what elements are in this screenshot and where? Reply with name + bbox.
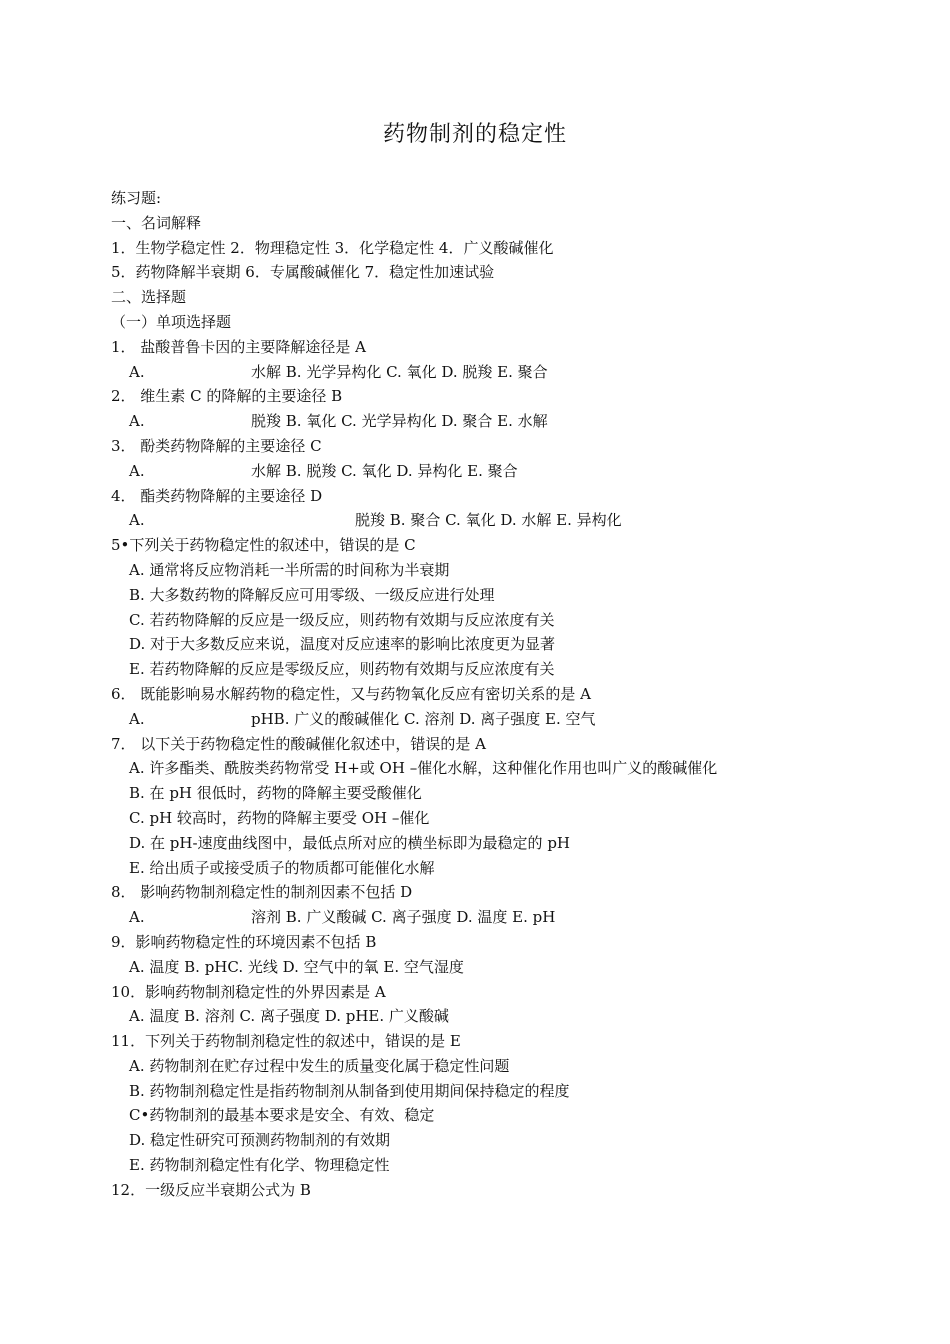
answer-option: A. 通常将反应物消耗一半所需的时间称为半衰期 (129, 560, 450, 579)
answer-option: D. 在 pH-速度曲线图中，最低点所对应的横坐标即为最稳定的 pH (129, 833, 571, 852)
question: 7． 以下关于药物稳定性的酸碱催化叙述中，错误的是 A (111, 734, 486, 753)
answer-option: C. pH 较高时，药物的降解主要受 OH –催化 (129, 808, 430, 827)
answer-option: B. 大多数药物的降解反应可用零级、一级反应进行处理 (129, 585, 495, 604)
question: 2． 维生素 C 的降解的主要途径 B (111, 387, 343, 406)
answer-option: A. 许多酯类、酰胺类药物常受 H+或 OH –催化水解，这种催化作用也叫广义的酸碱催化 (129, 759, 718, 778)
question: 6． 既能影响易水解药物的稳定性，又与药物氧化反应有密切关系的是 A (111, 684, 591, 703)
answer-options (111, 905, 811, 930)
question: 4． 酯类药物降解的主要途径 D (111, 486, 323, 505)
answer-option: C. 若药物降解的反应是一级反应，则药物有效期与反应浓度有关 (129, 610, 555, 629)
question: 3． 酚类药物降解的主要途径 C (111, 436, 322, 455)
term-list: 1．生物学稳定性 2．物理稳定性 3．化学稳定性 4．广义酸碱催化 (111, 238, 554, 257)
answer-option: D. 稳定性研究可预测药物制剂的有效期 (129, 1131, 391, 1150)
section-heading: 练习题: (111, 189, 162, 207)
option-label: A. (129, 461, 145, 480)
answer-option: A. 温度 B. 溶剂 C. 离子强度 D. pHE. 广义酸碱 (129, 1007, 449, 1026)
answer-option: A. 药物制剂在贮存过程中发生的质量变化属于稳定性问题 (129, 1056, 510, 1075)
question: 12．一级反应半衰期公式为 B (111, 1180, 311, 1199)
section-heading: 一、名词解释 (111, 213, 202, 232)
question: 5•下列关于药物稳定性的叙述中，错误的是 C (111, 536, 416, 555)
option-text: 脱羧 B. 聚合 C. 氧化 D. 水解 E. 异构化 (355, 511, 622, 530)
question: 1． 盐酸普鲁卡因的主要降解途径是 A (111, 337, 366, 356)
option-text: 水解 B. 光学异构化 C. 氧化 D. 脱羧 E. 聚合 (251, 362, 548, 381)
option-label: A. (129, 511, 145, 530)
answer-options (111, 707, 811, 732)
option-label: A. (129, 362, 145, 381)
question: 8． 影响药物制剂稳定性的制剂因素不包括 D (111, 883, 413, 902)
option-text: pHB. 广义的酸碱催化 C. 溶剂 D. 离子强度 E. 空气 (251, 709, 596, 728)
page-title: 药物制剂的稳定性 (382, 122, 567, 147)
option-text: 水解 B. 脱羧 C. 氧化 D. 异构化 E. 聚合 (251, 461, 518, 480)
option-label: A. (129, 412, 145, 431)
answer-option: E. 给出质子或接受质子的物质都可能催化水解 (129, 858, 435, 877)
answer-option: D. 对于大多数反应来说，温度对反应速率的影响比浓度更为显著 (129, 635, 556, 654)
option-label: A. (129, 709, 145, 728)
answer-options (111, 409, 811, 434)
term-list: 5．药物降解半衰期 6．专属酸碱催化 7．稳定性加速试验 (111, 263, 495, 282)
question: 10．影响药物制剂稳定性的外界因素是 A (111, 982, 386, 1001)
answer-option: B. 药物制剂稳定性是指药物制剂从制备到使用期间保持稳定的程度 (129, 1081, 570, 1100)
answer-option: A. 温度 B. pHC. 光线 D. 空气中的氧 E. 空气湿度 (129, 957, 464, 976)
question: 9．影响药物稳定性的环境因素不包括 B (111, 932, 377, 951)
option-text: 溶剂 B. 广义酸碱 C. 离子强度 D. 温度 E. pH (251, 908, 556, 927)
answer-option: B. 在 pH 很低时，药物的降解主要受酸催化 (129, 784, 422, 803)
answer-option: E. 若药物降解的反应是零级反应，则药物有效期与反应浓度有关 (129, 660, 555, 679)
question: 11．下列关于药物制剂稳定性的叙述中，错误的是 E (111, 1032, 461, 1051)
answer-option: C•药物制剂的最基本要求是安全、有效、稳定 (129, 1106, 435, 1125)
answer-options (111, 508, 811, 533)
document-body (111, 186, 811, 1203)
subsection-heading: （一）单项选择题 (111, 312, 232, 331)
answer-options (111, 459, 811, 484)
option-label: A. (129, 908, 145, 927)
answer-option: E. 药物制剂稳定性有化学、物理稳定性 (129, 1156, 390, 1175)
answer-options (111, 360, 811, 385)
option-text: 脱羧 B. 氧化 C. 光学异构化 D. 聚合 E. 水解 (251, 412, 548, 431)
section-heading: 二、选择题 (111, 288, 187, 307)
